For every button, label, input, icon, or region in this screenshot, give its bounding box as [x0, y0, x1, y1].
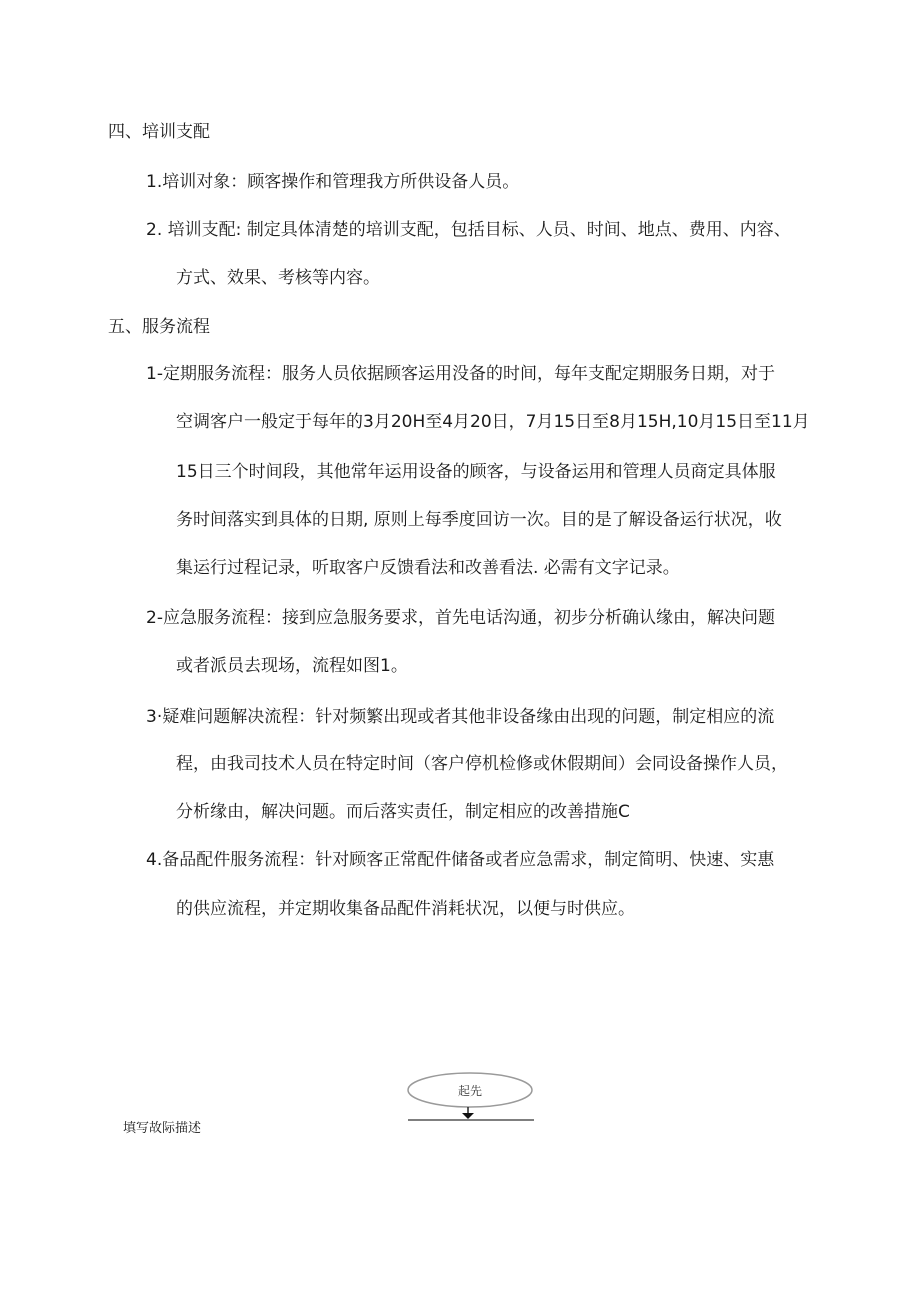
- difficult-problem-line: 分析缘由，解决问题。而后落实责任，制定相应的改善措施C: [176, 802, 630, 822]
- emergency-service-line: 2-应急服务流程：接到应急服务要求，首先电话沟通，初步分析确认缘由，解决问题: [146, 608, 775, 628]
- training-target-text: 1.培训对象：顾客操作和管理我方所供设备人员。: [146, 172, 520, 192]
- start-oval-label: 起先: [457, 1084, 483, 1098]
- section-4-heading: 四、培训支配: [108, 122, 210, 142]
- flowchart-step-label: 填写故际描述: [123, 1121, 202, 1136]
- training-plan-text-line1: 2. 培训支配: 制定具体清楚的培训支配，包括目标、人员、时间、地点、费用、内容、: [146, 220, 791, 240]
- difficult-problem-line: 程，由我司技术人员在特定时间（客户停机检修或休假期间）会同设备操作人员，: [176, 754, 788, 774]
- flow-arrow-head: [462, 1113, 474, 1119]
- regular-service-line: 1-定期服务流程：服务人员依据顾客运用没备的时间，每年支配定期服务日期，对于: [146, 364, 775, 384]
- flowchart-fragment: [404, 1070, 544, 1130]
- regular-service-line: 务时间落实到具体的日期, 原则上每季度回访一次。目的是了解设备运行状况，收: [176, 510, 782, 530]
- emergency-service-line: 或者派员去现场，流程如图1。: [176, 656, 408, 676]
- spare-parts-line: 的供应流程，并定期收集备品配件消耗状况，以便与时供应。: [176, 899, 635, 919]
- regular-service-line: 15日三个时间段，其他常年运用设备的顾客，与设备运用和管理人员商定具体服: [176, 462, 776, 482]
- training-plan-text-line2: 方式、效果、考核等内容。: [176, 268, 380, 288]
- regular-service-line: 空调客户一般定于每年的3月20H至4月20日，7月15日至8月15H,10月15日至11月: [176, 412, 810, 432]
- difficult-problem-line: 3·疑难问题解决流程：针对频繁出现或者其他非设备缘由出现的问题，制定相应的流: [146, 707, 775, 727]
- spare-parts-line: 4.备品配件服务流程：针对顾客正常配件储备或者应急需求，制定简明、快速、实惠: [146, 850, 775, 870]
- regular-service-line: 集运行过程记录，听取客户反馈看法和改善看法. 必需有文字记录。: [176, 558, 680, 578]
- section-5-heading: 五、服务流程: [108, 317, 210, 337]
